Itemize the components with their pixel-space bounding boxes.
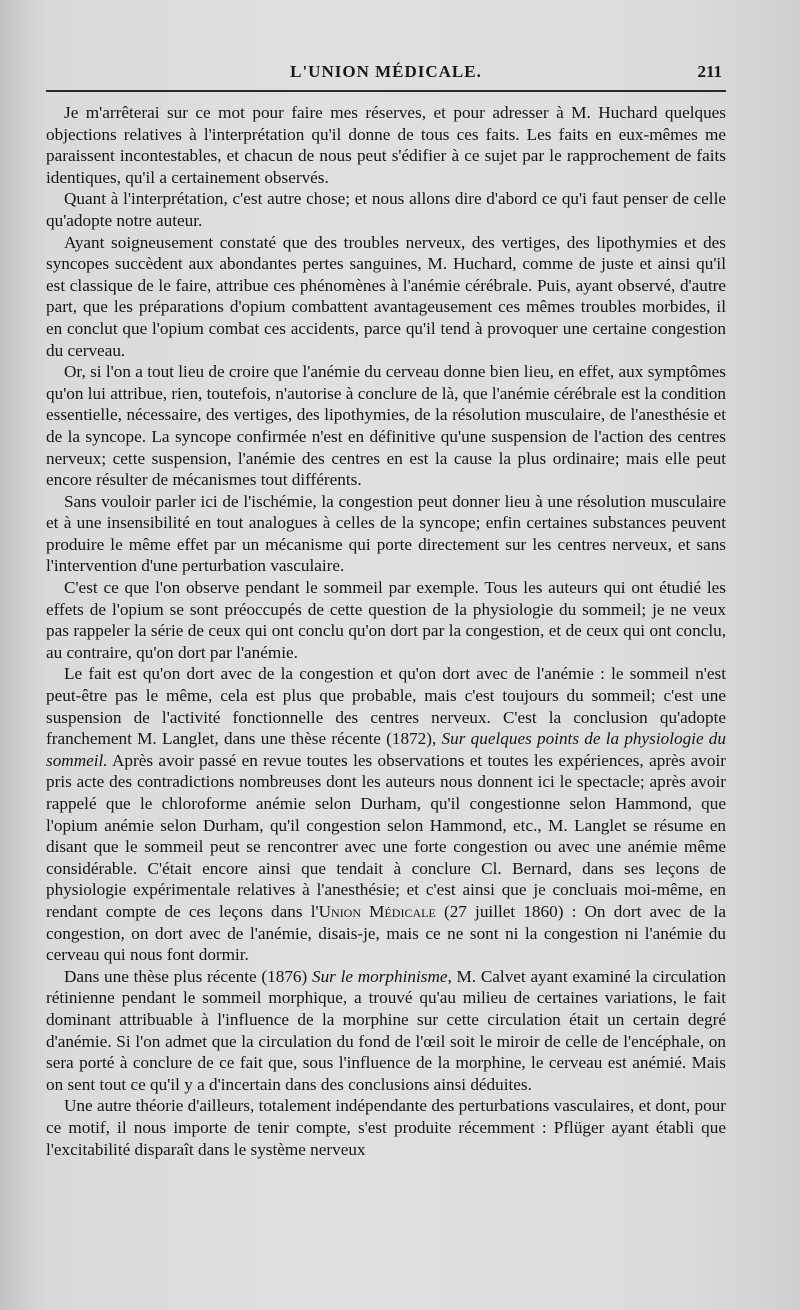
paragraph-8-text-end: , M. Calvet ayant examiné la circulation rétinienne pendant le sommeil morphique, a trouvé qu'au milieu de certaines variations, le fait dominant attribuable à l'influence de la morphine sur cette circulation était un certain degré d'anémie. Si l'on admet que la circulation du fond de l'œil soit le miroir de celle de l'encéphale, on sera porté à conclure de ce fait que, sous l'influence de la morphine, le cerveau est anémié. Mais on sent tout ce qu'il y a d'incertain dans des conclusions ainsi déduites. xyxy=(46,966,726,1094)
paragraph-8-text: Dans une thèse plus récente (1876) xyxy=(64,966,312,986)
thesis-title-langlet: Sur quelques points de la physiologie du sommeil. xyxy=(46,729,726,770)
thesis-title-calvet: Sur le morphinisme xyxy=(311,966,448,986)
paragraph-5: Sans vouloir parler ici de l'ischémie, la congestion peut donner lieu à une résolution musculaire et à une insensibilité en tout analogues à celles de la syncope; enfin certaines substances peuvent produire le même effet par un mécanisme qui porte directement sur les centres nerveux, et sans l'intervention d'une perturbation vasculaire. xyxy=(46,491,726,576)
paragraph-8 xyxy=(46,966,726,1096)
article-body xyxy=(46,102,726,1160)
paragraph-6: C'est ce que l'on observe pendant le sommeil par exemple. Tous les auteurs qui ont étudié les effets de l'opium se sont préoccupés de cette question de la physiologie du sommeil; je ne veux pas rappeler la série de ceux qui ont conclu qu'on dort par la congestion, et de ceux qui ont conclu, au contraire, qu'on dort par l'anémie. xyxy=(46,578,726,662)
page-header xyxy=(46,58,726,92)
paragraph-3: Ayant soigneusement constaté que des troubles nerveux, des vertiges, des lipothymies et des syncopes succèdent aux abondantes pertes sanguines, M. Huchard, comme de juste et ainsi qu'il est classique de le faire, attribue ces phénomènes à l'anémie cérébrale. Puis, ayant observé, d'autre part, que les préparations d'opium combattent avantageusement ces mêmes troubles morbides, il en conclut que l'opium combat ces accidents, parce qu'il tend à provoquer une certaine congestion du cerveau. xyxy=(46,232,726,360)
running-title: L'UNION MÉDICALE. xyxy=(290,62,482,81)
paragraph-7-text-cont: Après avoir passé en revue toutes les observations et toutes les expériences, après avoir pris acte des contradictions nombreuses dont les auteurs nous donnent ici le spectacle; après avoir rappelé que le chloroforme anémie selon Durham, qu'il congestionne selon Hammond, que l'opium anémie selon Durham, qu'il congestion selon Hammond, etc., M. Langlet se résume en disant que le sommeil peut se rencontrer avec une forte congestion ou avec une anémie même considérable. C'était encore ainsi que tendait à conclure Cl. Bernard, dans ses leçons de physiologie expérimentale relatives à l'anesthésie; et c'est ainsi que je concluais moi-même, en rendant compte de ces leçons dans l' xyxy=(46,750,726,921)
paragraph-9: Une autre théorie d'ailleurs, totalement indépendante des perturbations vasculaires, et dont, pour ce motif, il nous importe de tenir compte, s'est produite récemment : Pflüger ayant établi que l'excitabilité disparaît dans le système nerveux xyxy=(46,1096,726,1159)
paragraph-7 xyxy=(46,663,726,965)
paragraph-2: Quant à l'interprétation, c'est autre chose; et nous allons dire d'abord ce qu'i faut penser de celle qu'adopte notre auteur. xyxy=(46,189,726,230)
paragraph-1: Je m'arrêterai sur ce mot pour faire mes réserves, et pour adresser à M. Huchard quelques objections relatives à l'interprétation qu'il donne de tous ces faits. Les faits en eux-mêmes me paraissent incontestables, et chacun de nous peut s'édifier à ce sujet par le rapprochement de faits identiques, qu'il a certainement observés. xyxy=(46,103,726,187)
page-number: 211 xyxy=(697,62,722,81)
journal-name: Union Médicale xyxy=(318,901,436,921)
paragraph-4: Or, si l'on a tout lieu de croire que l'anémie du cerveau donne bien lieu, en effet, aux symptômes qu'on lui attribue, rien, toutefois, n'autorise à conclure de là, que l'anémie cérébrale est la condition essentielle, nécessaire, des vertiges, des lipothymies, de la résolution musculaire, de l'anesthésie et de la syncope. La syncope confirmée n'est en définitive qu'une suspension de l'action des centres nerveux; cette suspension, l'anémie des centres en est la cause la plus ordinaire; mais elle peut encore résulter de mécanismes tout différents. xyxy=(46,362,726,490)
paragraph-7-text-end: (27 juillet 1860) : On dort avec de la congestion, on dort avec de l'anémie, disais-je, mais ce ne sont ni la congestion ni l'anémie du cerveau qui nous font dormir. xyxy=(46,901,726,965)
paragraph-7-text: Le fait est qu'on dort avec de la congestion et qu'on dort avec de l'anémie : le sommeil n'est peut-être pas le même, cela est plus que probable, mais c'est toujours du sommeil; c'est une suspension de l'activité fonctionnelle des centres nerveux. C'est la conclusion qu'adopte franchement M. Langlet, dans une thèse récente (1872), xyxy=(46,664,726,749)
